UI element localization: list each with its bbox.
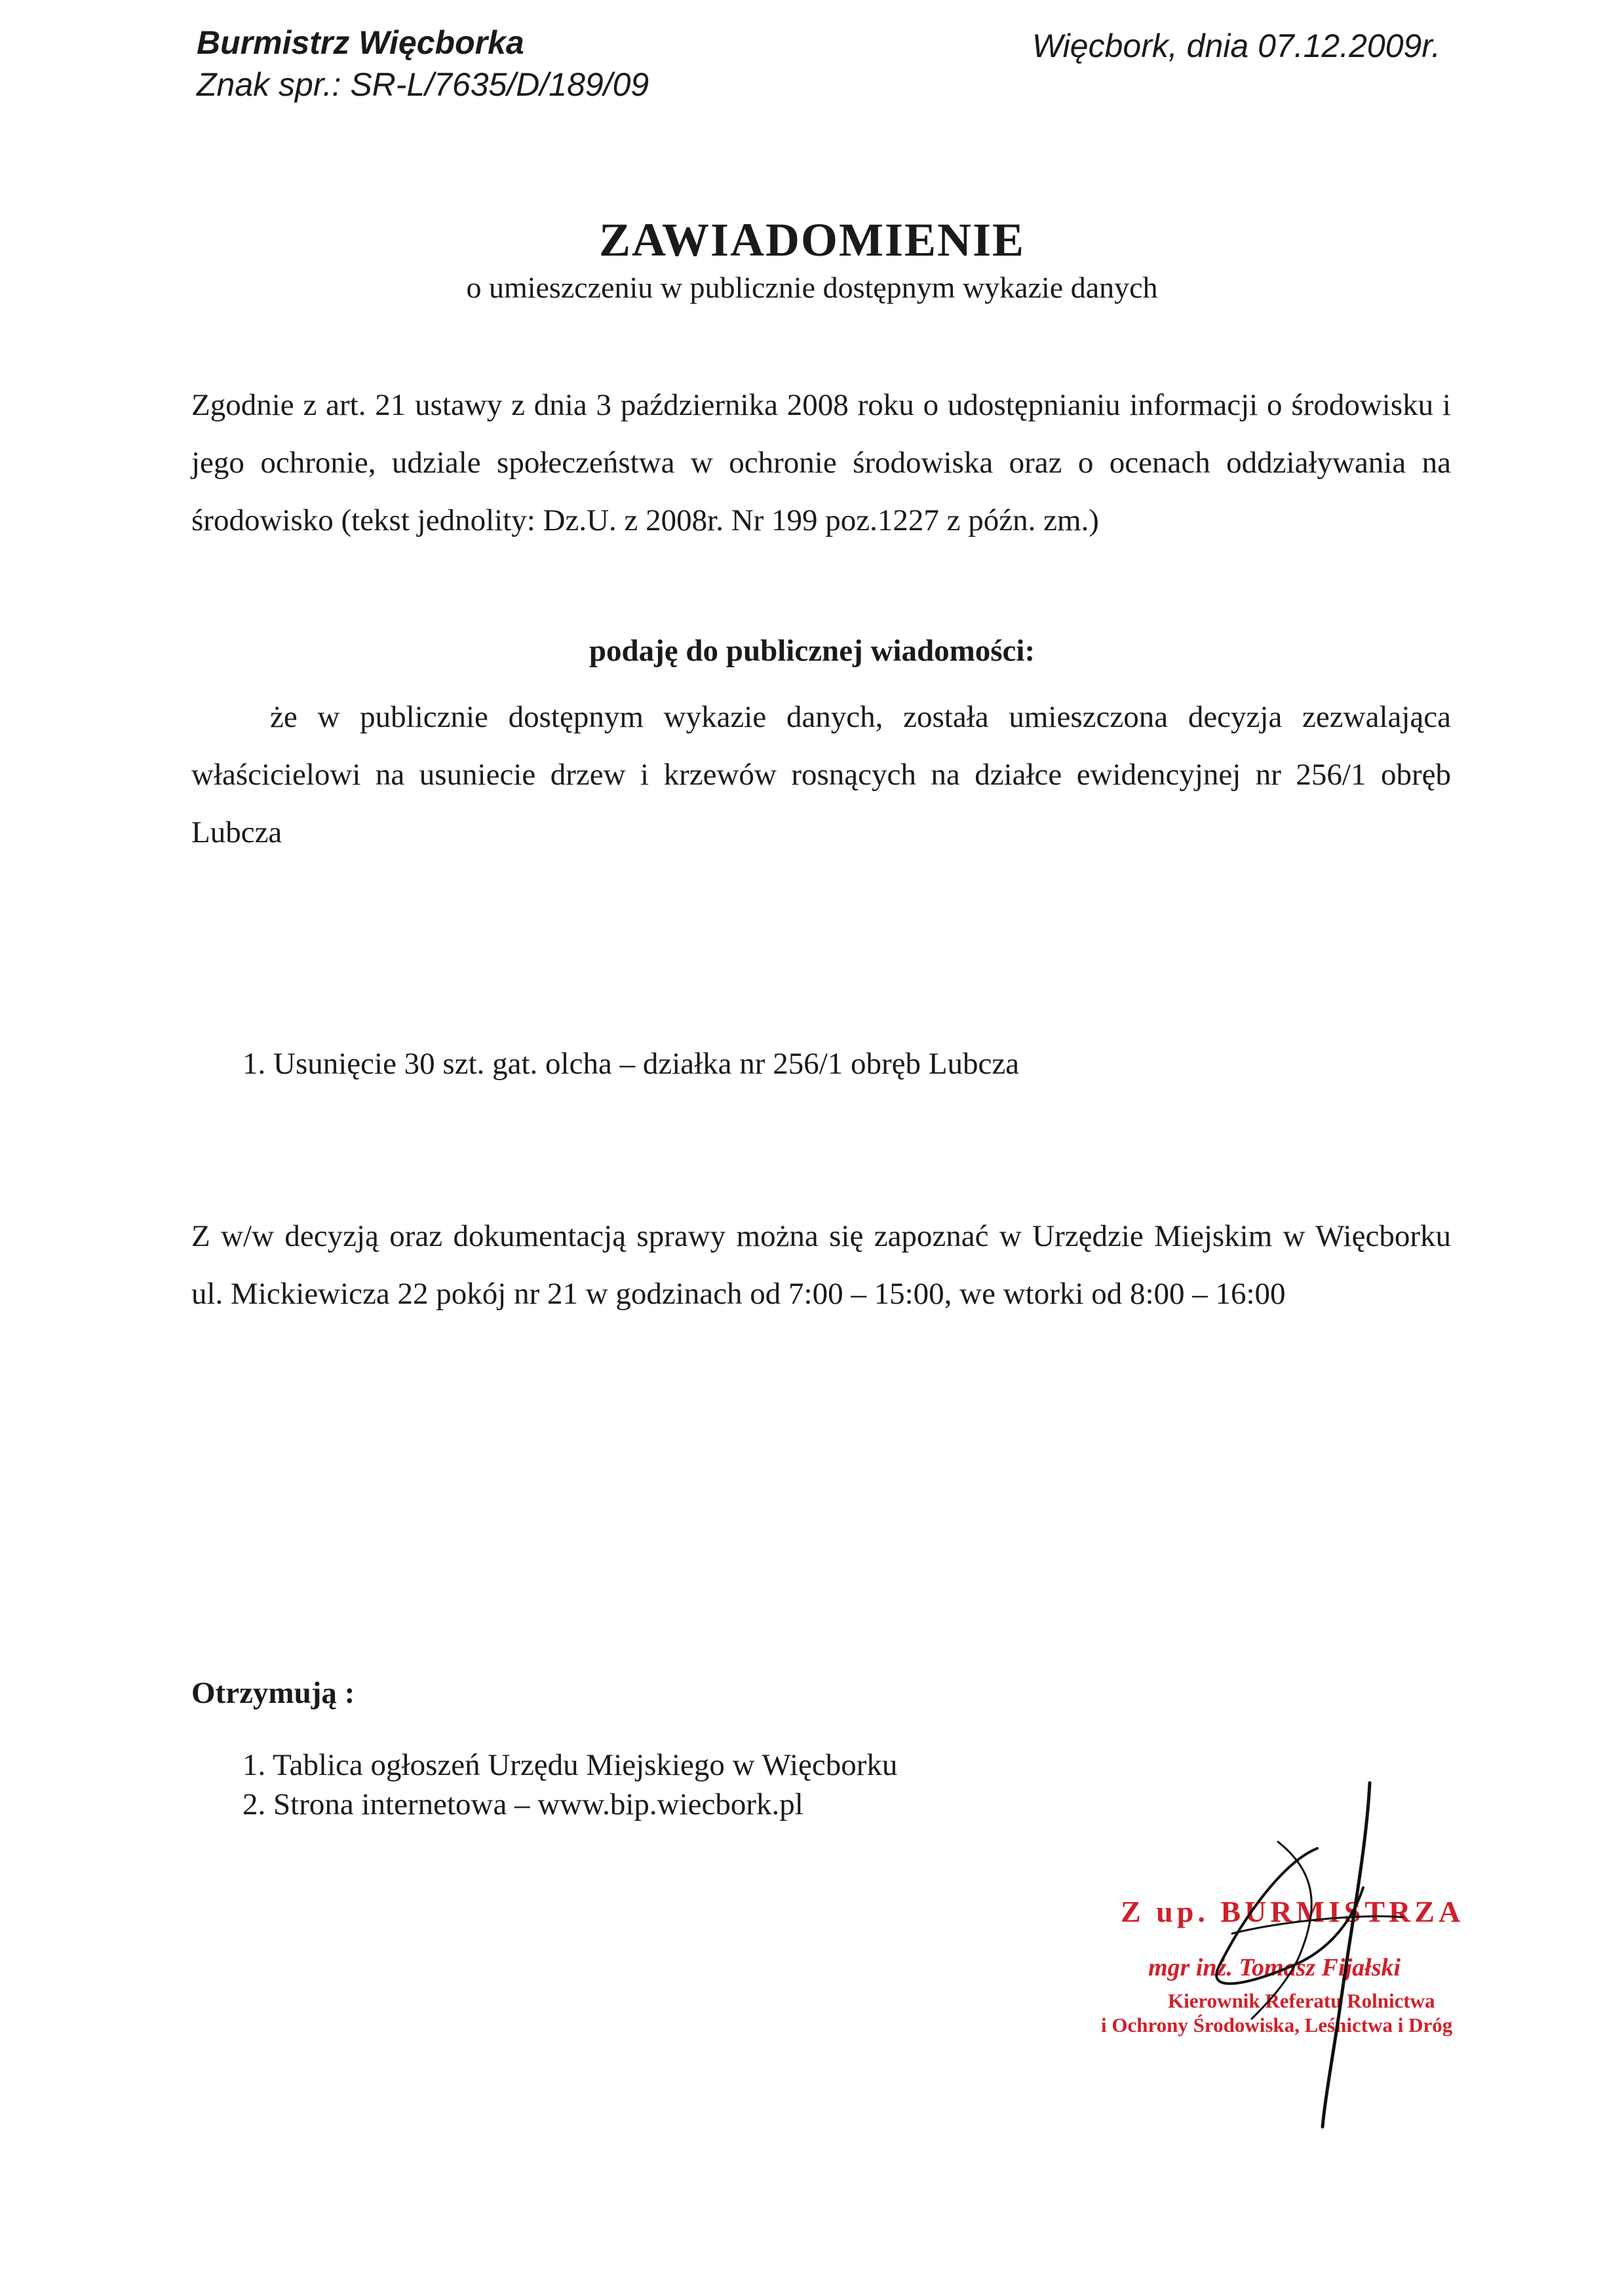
legal-basis-paragraph: Zgodnie z art. 21 ustawy z dnia 3 października 2008 roku o udostępnianiu informacji o środowisku i jego ochronie, udziale społeczeństwa w ochronie środowiska oraz o ocenach oddziaływania na środowisko (tekst jednolity: Dz.U. z 2008r. Nr 199 poz.1227 z późn. zm.) [191,388,1451,537]
recipient-item: 1. Tablica ogłoszeń Urzędu Miejskiego w Więcborku [242,1748,898,1782]
recipients-heading: Otrzymują : [191,1676,355,1710]
stamp-position-line: i Ochrony Środowiska, Leśnictwa i Dróg [1101,2014,1453,2036]
decision-paragraph: że w publicznie dostępnym wykazie danych, została umieszczona decyzja zezwalająca właścicielowi na usuniecie drzew i krzewów rosnących na działce ewidencyjnej nr 256/1 obręb Lubcza [191,700,1451,849]
document-title: ZAWIADOMIENIE [598,214,1026,266]
notice-heading: podaję do publicznej wiadomości: [589,634,1035,668]
document-subtitle: o umieszczeniu w publicznie dostępnym wykazie danych [466,271,1158,304]
list-item: 1. Usunięcie 30 szt. gat. olcha – działka nr 256/1 obręb Lubcza [242,1047,1020,1081]
case-reference: Znak spr.: SR-L/7635/D/189/09 [197,66,649,103]
consultation-paragraph: Z w/w decyzją oraz dokumentacją sprawy można się zapoznać w Urzędzie Miejskim w Więcborku ul. Mickiewicza 22 pokój nr 21 w godzinach od 7:00 – 15:00, we wtorki od 8:00 – 16:00 [191,1219,1451,1311]
recipient-item: 2. Strona internetowa – www.bip.wiecbork.pl [242,1787,803,1821]
stamp-authority: Z up. BURMISTRZA [1121,1895,1465,1928]
issuer-name: Burmistrz Więcborka [197,24,524,61]
stamp-position-line: Kierownik Referatu Rolnictwa [1168,1989,1435,2012]
handwritten-signature [1153,1770,1468,2137]
document-date: Więcbork, dnia 07.12.2009r. [1032,28,1440,64]
stamp-signatory-name: mgr inż. Tomasz Fijałski [1148,1954,1401,1981]
